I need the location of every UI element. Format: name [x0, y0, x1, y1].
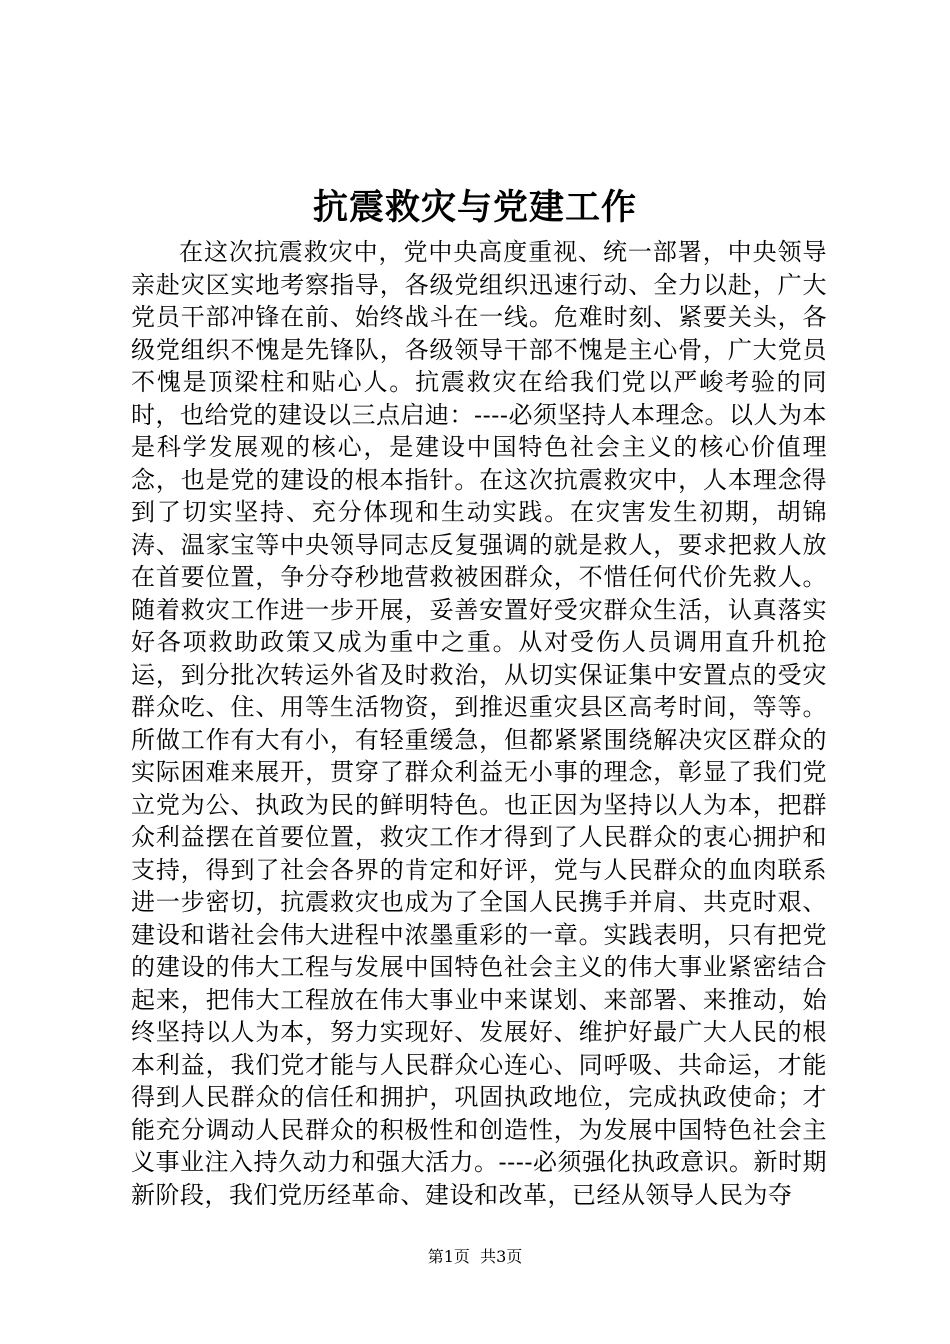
- document-title: 抗震救灾与党建工作: [312, 187, 637, 228]
- page-number-footer: 第1页 共3页: [427, 1247, 523, 1266]
- document-body-paragraph: 在这次抗震救灾中，党中央高度重视、统一部署，中央领导亲赴灾区实地考察指导，各级党组织迅速行动、全力以赴，广大党员干部冲锋在前、始终战斗在一线。危难时刻、紧要关头，各级党组织不愧是先锋队，各级领导干部不愧是主心骨，广大党员不愧是顶梁柱和贴心人。抗震救灾在给我们党以严峻考验的同时，也给党的建设以三点启迪：----必须坚持人本理念。以人为本是科学发展观的核心，是建设中国特色社会主义的核心价值理念，也是党的建设的根本指针。在这次抗震救灾中，人本理念得到了切实坚持、充分体现和生动实践。在灾害发生初期，胡锦涛、温家宝等中央领导同志反复强调的就是救人，要求把救人放在首要位置，争分夺秒地营救被困群众，不惜任何代价先救人。随着救灾工作进一步开展，妥善安置好受灾群众生活，认真落实好各项救助政策又成为重中之重。从对受伤人员调用直升机抢运，到分批次转运外省及时救治，从切实保证集中安置点的受灾群众吃、住、用等生活物资，到推迟重灾县区高考时间，等等。所做工作有大有小，有轻重缓急，但都紧紧围绕解决灾区群众的实际困难来展开，贯穿了群众利益无小事的理念，彰显了我们党立党为公、执政为民的鲜明特色。也正因为坚持以人为本，把群众利益摆在首要位置，救灾工作才得到了人民群众的衷心拥护和支持，得到了社会各界的肯定和好评，党与人民群众的血肉联系进一步密切，抗震救灾也成为了全国人民携手并肩、共克时艰、建设和谐社会伟大进程中浓墨重彩的一章。实践表明，只有把党的建设的伟大工程与发展中国特色社会主义的伟大事业紧密结合起来，把伟大工程放在伟大事业中来谋划、来部署、来推动，始终坚持以人为本，努力实现好、发展好、维护好最广大人民的根本利益，我们党才能与人民群众心连心、同呼吸、共命运，才能得到人民群众的信任和拥护，巩固执政地位，完成执政使命；才能充分调动人民群众的积极性和创造性，为发展中国特色社会主义事业注入持久动力和强大活力。----必须强化执政意识。新时期新阶段，我们党历经革命、建设和改革，已经从领导人民为夺: [131, 238, 827, 1209]
